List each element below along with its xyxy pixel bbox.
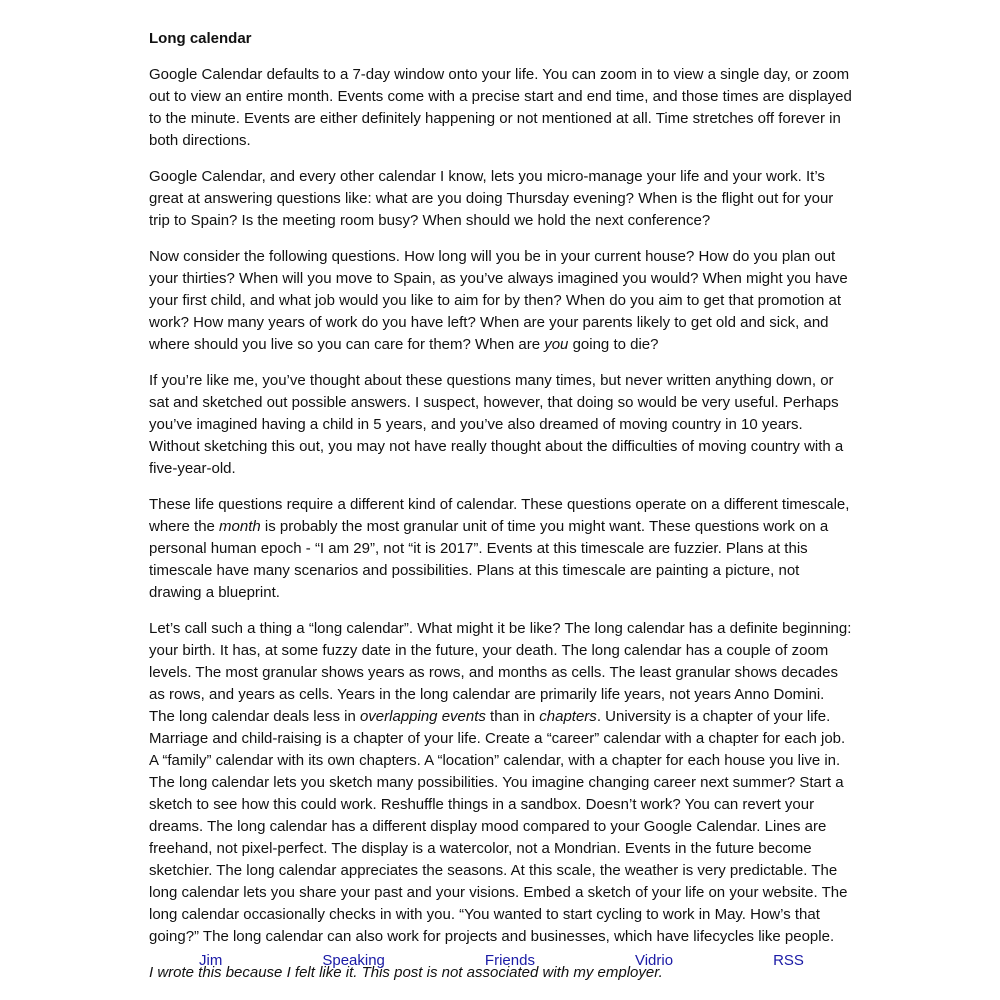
paragraph-4: If you’re like me, you’ve thought about these questions many times, but never written anything down, or sat and sketched out possible answers. I suspect, however, that doing so would be very useful. Perhaps you’ve imagined having a child in 5 years, and you’ve also dreamed of moving country in 10 years. Without sketching this out, you may not have really thought about the difficulties of moving country with a five-year-old. (149, 372, 844, 477)
footer-link-speaking[interactable]: Speaking (322, 952, 385, 969)
paragraph-1: Google Calendar defaults to a 7-day window onto your life. You can zoom in to view a single day, or zoom out to view an entire month. Events come with a precise start and end time, and those times are displayed to the minute. Events are either definitely happening or not mentioned at all. Time stretches off forever in both directions. (149, 66, 852, 149)
paragraph-5-text-b: is probably the most granular unit of time you might want. These questions work on a personal human epoch - “I am 29”, not “it is 2017”. Events at this timescale are fuzzier. Plans at this timescale have many scenarios and possibilities. Plans at this timescale are painting a picture, not drawing a blueprint. (149, 518, 829, 601)
paragraph-5-text-a: These life questions require a different kind of calendar. These questions operate on a different timescale, where the (149, 496, 850, 535)
paragraph-6 (149, 618, 854, 948)
paragraph-3-text-a: Now consider the following questions. How long will you be in your current house? How do you plan out your thirties? When will you move to Spain, as you’ve always imagined you would? When might you have your first child, and what job would you like to aim for by then? When do you aim to get that promotion at work? How many years of work do you have left? When are your parents likely to get old and sick, and where should you live so you can care for them? When are (149, 248, 848, 353)
paragraph-5-emphasis: month (219, 518, 261, 535)
paragraph-3 (149, 246, 854, 356)
paragraph-2: Google Calendar, and every other calendar I know, lets you micro-manage your life and your work. It’s great at answering questions like: what are you doing Thursday evening? When is the flight out for your trip to Spain? Is the meeting room busy? When should we hold the next conference? (149, 168, 834, 229)
paragraph-6-text-a: Let’s call such a thing a “long calendar”. What might it be like? The long calendar has a definite beginning: your birth. It has, at some fuzzy date in the future, your death. The long calendar has a couple of zoom levels. The most granular shows years as rows, and months as cells. The least granular shows decades as rows, and years as cells. Years in the long calendar are primarily life years, not years Anno Domini. The long calendar deals less in (149, 620, 852, 725)
footer-link-vidrio[interactable]: Vidrio (634, 952, 674, 969)
paragraph-6-emphasis-1: overlapping events (359, 708, 486, 725)
paragraph-3-text-b: going to die? (568, 336, 659, 353)
paragraph-6-text-c: . University is a chapter of your life. Marriage and child-raising is a chapter of your life. Create a “career” calendar with a chapter for each job. A “family” calendar with its own chapters. A “location” calendar, with a chapter for each house you live in. The long calendar lets you sketch many possibilities. You imagine changing career next summer? Start a sketch to see how this could work. Reshuffle things in a sandbox. Doesn’t work? You can revert your dreams. The long calendar has a different display mood compared to your Google Calendar. Lines are freehand, not pixel-perfect. The display is a watercolor, not a Mondrian. Events in the future become sketchier. The long calendar appreciates the seasons. At this scale, the weather is very predictable. The long calendar lets you share your past and your visions. Embed a sketch of your life on your website. The long calendar occasionally checks in with you. “You wanted to start cycling to work in May. How’s that going?” The long calendar can also work for projects and businesses, which have lifecycles like people. (149, 708, 848, 945)
disclaimer-note: I wrote this because I felt like it. This post is not associated with my employer. (149, 964, 663, 981)
paragraph-6-text-b: than in (485, 708, 540, 725)
footer-link-friends[interactable]: Friends (484, 952, 535, 969)
paragraph-5 (149, 494, 854, 604)
footer-link-jim[interactable]: Jim (199, 952, 223, 969)
paragraph-6-emphasis-2: chapters (539, 708, 597, 725)
footer-link-rss[interactable]: RSS (773, 952, 804, 969)
footer-nav (149, 950, 854, 972)
page-title: Long calendar (149, 30, 252, 47)
article (149, 28, 854, 998)
paragraph-3-emphasis: you (544, 336, 569, 353)
